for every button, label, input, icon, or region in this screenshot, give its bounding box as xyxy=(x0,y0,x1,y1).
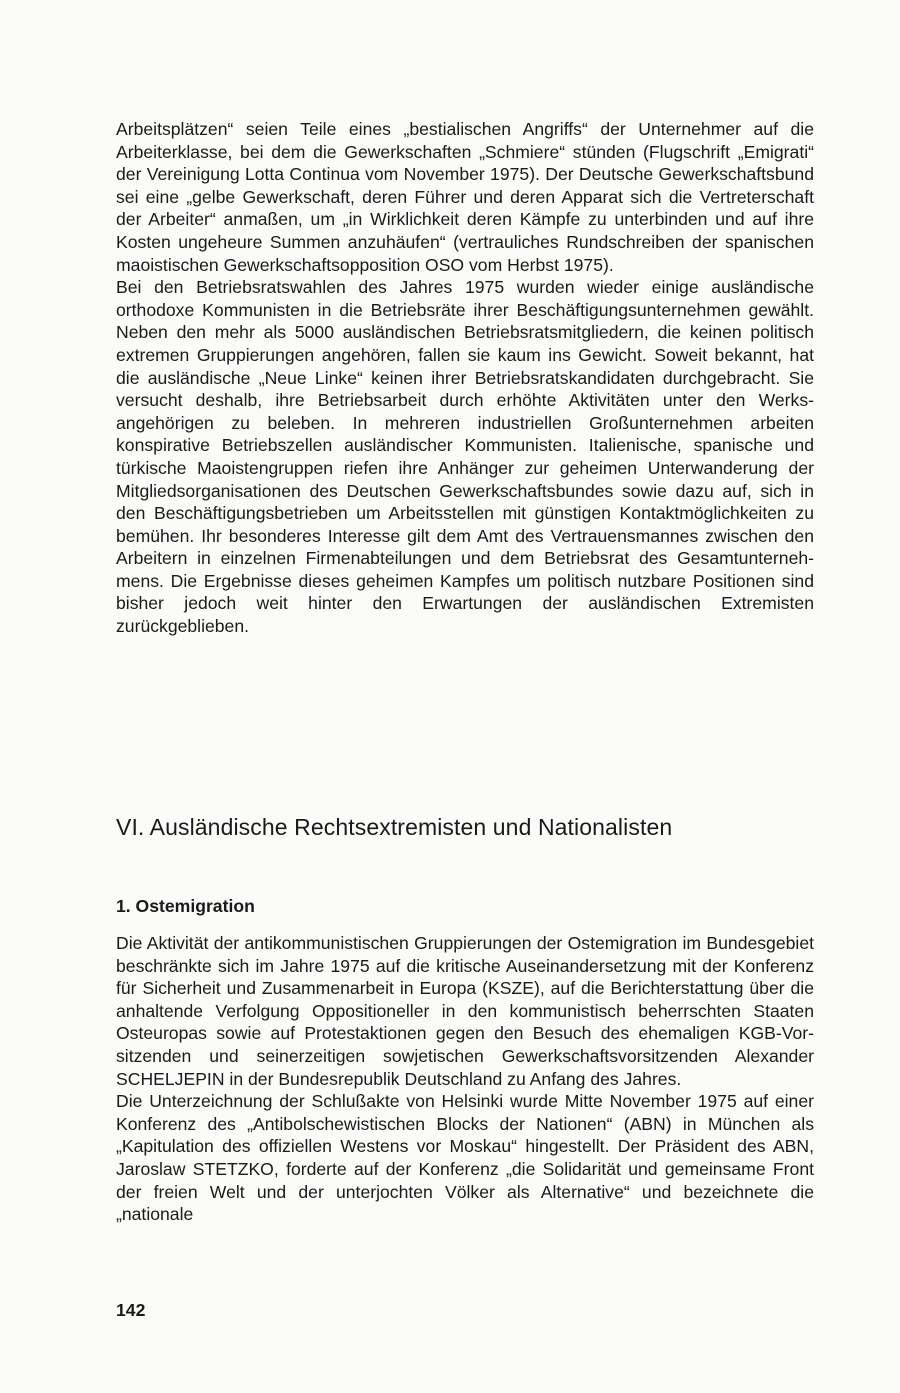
body-text-bottom xyxy=(116,932,814,1226)
paragraph: Die Aktivität der antikommunistischen Gruppierungen der Ostemigration im Bundesgebiet beschränkte sich im Jahre 1975 auf die kritische Auseinandersetzung mit der Konferenz für Sicherheit und Zusammenarbeit in Europa (KSZE), auf die Berichterstattung über die anhaltende Verfolgung Oppositioneller in den kommunistisch beherrschten Staaten Osteuropas sowie auf Protestaktionen gegen den Besuch des ehemaligen KGB-Vorsitzenden und seinerzeitigen sowjetischen Gewerkschaftsvorsitzenden Alexander SCHELJEPIN in der Bundesrepublik Deutschland zu Anfang des Jahres. xyxy=(116,933,814,1089)
body-text-top xyxy=(116,118,814,638)
chapter-heading: VI. Ausländische Rechtsextremisten und Nationalisten xyxy=(116,814,673,840)
paragraph: Bei den Betriebsratswahlen des Jahres 1975 wurden wieder einige ausländische orthodoxe Kommunisten in die Betriebsräte ihrer Beschäftigungsunternehmen gewählt. Neben den mehr als 5000 ausländischen Betriebsratsmitgliedern, die keinen politisch extremen Gruppierungen angehören, fallen sie kaum ins Gewicht. Soweit bekannt, hat die ausländische „Neue Linke“ keinen ihrer Betriebsratskandidaten durchgebracht. Sie versucht deshalb, ihre Betriebsarbeit durch erhöhte Aktivitäten unter den Werksangehörigen zu beleben. In mehreren industriellen Großunternehmen arbeiten konspirative Betriebszellen ausländischer Kommunisten. Italienische, spanische und türkische Maoistengruppen riefen ihre Anhänger zur geheimen Unterwanderung der Mitgliedsorganisationen des Deutschen Gewerkschaftsbundes sowie dazu auf, sich in den Beschäftigungsbetrieben um Arbeitsstellen mit günstigen Kontaktmöglichkeiten zu bemühen. Ihr besonderes Interesse gilt dem Amt des Vertrauensmannes zwischen den Arbeitern in einzelnen Firmenabteilungen und dem Betriebsrat des Gesamtunternehmens. Die Ergebnisse dieses geheimen Kampfes um politisch nutzbare Positionen sind bisher jedoch weit hinter den Erwartungen der ausländischen Extremisten zurückgeblieben. xyxy=(116,277,814,637)
section-heading: 1. Ostemigration xyxy=(116,896,255,916)
paragraph: Die Unterzeichnung der Schlußakte von Helsinki wurde Mitte November 1975 auf einer Konferenz des „Antibolschewistischen Blocks der Nationen“ (ABN) in München als „Kapitulation des offiziellen Westens vor Moskau“ hingestellt. Der Präsident des ABN, Jaroslaw STETZKO, forderte auf der Konferenz „die Solidarität und gemeinsame Front der freien Welt und der unterjochten Völker als Alternative“ und bezeichnete die „nationale xyxy=(116,1091,814,1225)
paragraph: Arbeitsplätzen“ seien Teile eines „bestialischen Angriffs“ der Unternehmer auf die Arbeiterklasse, bei dem die Gewerkschaften „Schmiere“ stünden (Flugschrift „Emigrati“ der Vereinigung Lotta Continua vom November 1975). Der Deutsche Gewerkschaftsbund sei eine „gelbe Gewerkschaft, deren Führer und deren Apparat sich die Vertreterschaft der Arbeiter“ anmaßen, um „in Wirklichkeit deren Kämpfe zu unterbinden und auf ihre Kosten ungeheure Summen anzuhäufen“ (vertrauliches Rundschreiben der spanischen maoistischen Gewerkschaftsopposition OSO vom Herbst 1975). xyxy=(116,119,814,275)
page-number: 142 xyxy=(116,1300,146,1320)
